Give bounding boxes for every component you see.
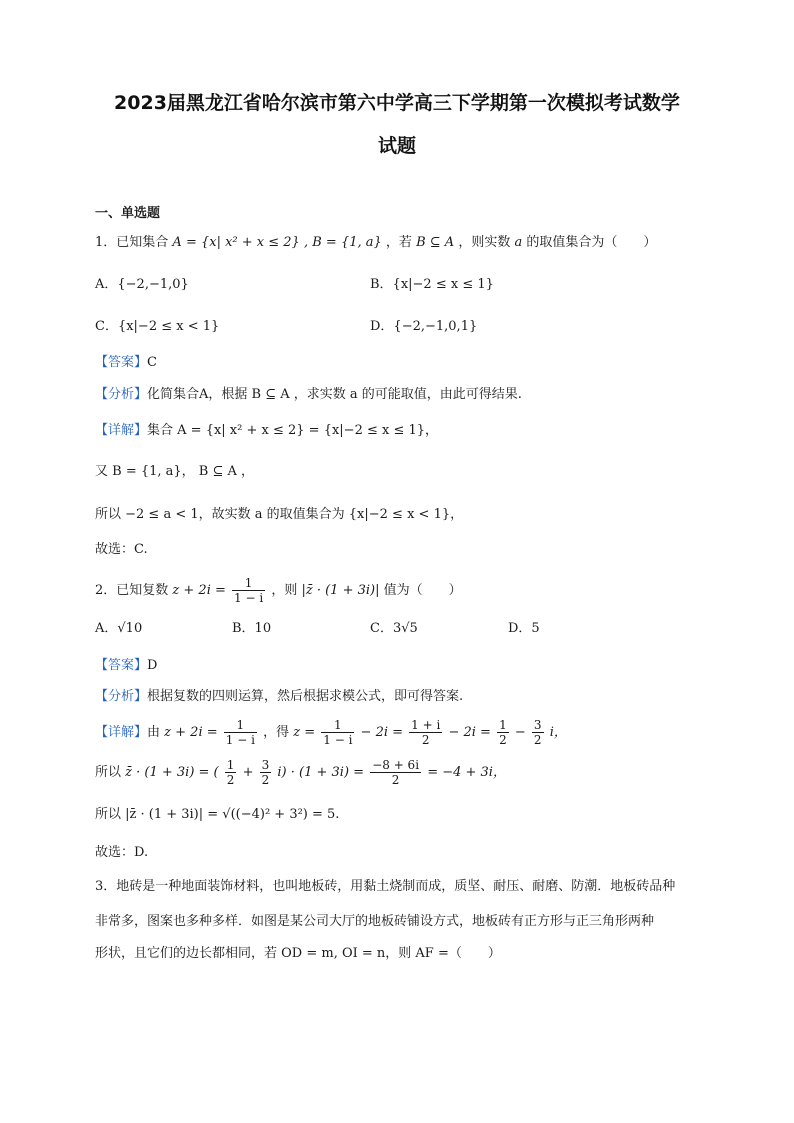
fraction-numerator: 1: [226, 758, 235, 772]
fraction-denominator: 2: [421, 733, 430, 747]
q1-option-d: D．{−2,−1,0,1}: [370, 319, 478, 334]
q1-end: 的取值集合为（ ）: [526, 235, 657, 250]
q1-detail-1: [95, 421, 438, 441]
q1-detail-3: 所以 −2 ≤ a < 1，故实数 a 的取值集合为 {x|−2 ≤ x < 1}，: [95, 507, 464, 522]
q2-end: 值为（ ）: [383, 583, 462, 598]
equation: − 2i =: [448, 725, 491, 740]
equation: +: [242, 765, 254, 780]
q2-detail-2: [95, 756, 506, 790]
question-2-stem: [95, 576, 462, 605]
fraction: [532, 718, 544, 747]
fraction-numerator: −8 + 6i: [372, 758, 420, 772]
q2-eq-left: z + 2i =: [172, 583, 226, 598]
document-title: 2023届黑龙江省哈尔滨市第六中学高三下学期第一次模拟考试数学: [114, 92, 680, 114]
equation: − 2i =: [360, 725, 404, 740]
q2-option-a: A．√10: [95, 621, 143, 636]
fraction-numerator: 1: [232, 576, 265, 591]
fraction: [497, 718, 509, 747]
q1-analysis: [95, 385, 522, 405]
fraction-numerator: 3: [533, 718, 542, 732]
q2-mid: ，则: [271, 583, 298, 598]
q2-final: 故选：D.: [95, 845, 149, 860]
q2-option-c: C．3√5: [370, 621, 418, 636]
fraction-denominator: 1 − i: [234, 591, 264, 605]
equation: −: [514, 725, 526, 740]
equation: i) · (1 + 3i) =: [277, 765, 365, 780]
q2-detail-1: [95, 716, 567, 750]
q1-mid: ，若: [385, 235, 412, 250]
equation: i，: [549, 725, 567, 740]
q1-option-c: C．{x|−2 ≤ x < 1}: [95, 319, 220, 334]
fraction-numerator: 1 + i: [411, 718, 441, 732]
fraction-denominator: 2: [261, 773, 270, 787]
detail-tag: 【详解】: [95, 423, 148, 438]
answer-value: C: [147, 355, 157, 370]
q1-prefix: 1．已知集合: [95, 235, 169, 250]
text: 由: [147, 725, 161, 740]
analysis-tag: 【分析】: [95, 387, 148, 402]
fraction: [409, 718, 442, 747]
q2-answer: [95, 656, 157, 676]
fraction: [370, 758, 421, 787]
q2-detail-3: 所以 |z̄ · (1 + 3i)| = √((−4)² + 3²) = 5.: [95, 807, 340, 822]
q1-set-b: , B = {1, a}: [303, 235, 382, 250]
q2-option-b: B．10: [232, 621, 272, 636]
fraction: [224, 718, 257, 747]
equation: z =: [293, 725, 316, 740]
fraction: [225, 758, 237, 787]
text: 所以: [95, 765, 122, 780]
q1-answer: [95, 353, 157, 373]
q1-final: 故选：C.: [95, 542, 148, 557]
q1-condition: B ⊆ A: [416, 235, 455, 250]
text: ，得: [263, 725, 290, 740]
q2-prefix: 2．已知复数: [95, 583, 169, 598]
q3-line-3: 形状，且它们的边长都相同，若 OD = m, OI = n，则 AF =（ ）: [95, 946, 501, 961]
q1-var: a: [514, 235, 523, 250]
analysis-tag: 【分析】: [95, 689, 148, 704]
answer-tag: 【答案】: [95, 658, 148, 673]
q1-set-a: A = {x| x² + x ≤ 2}: [172, 235, 300, 250]
document-title-line2: 试题: [377, 135, 416, 157]
fraction-denominator: 1 − i: [323, 733, 353, 747]
question-1-stem: [95, 233, 656, 253]
fraction: [260, 758, 272, 787]
q2-expression: |z̄ · (1 + 3i)|: [301, 583, 380, 598]
q3-line-1: 3．地砖是一种地面装饰材料，也叫地板砖，用黏土烧制而成，质坚、耐压、耐磨、防潮．地板砖品种: [95, 879, 676, 894]
answer-value: D: [147, 658, 158, 673]
fraction-numerator: 1: [499, 718, 507, 732]
q3-line-2: 非常多，图案也多种多样．如图是某公司大厅的地板砖铺设方式，地板砖有正方形与正三角形两种: [95, 914, 655, 929]
section-heading: 一、单选题: [95, 206, 161, 221]
detail-text: 集合 A = {x| x² + x ≤ 2} = {x|−2 ≤ x ≤ 1}，: [147, 423, 439, 438]
q1-detail-2: 又 B = {1, a}， B ⊆ A ，: [95, 464, 255, 479]
q1-option-b: B．{x|−2 ≤ x ≤ 1}: [370, 277, 494, 292]
equation: = −4 + 3i，: [427, 765, 506, 780]
detail-tag: 【详解】: [95, 725, 148, 740]
fraction-denominator: 1 − i: [225, 733, 255, 747]
fraction-denominator: 2: [391, 773, 400, 787]
fraction: [321, 718, 354, 747]
q2-option-d: D．5: [508, 621, 540, 636]
equation: z + 2i =: [164, 725, 218, 740]
fraction-denominator: 2: [226, 773, 235, 787]
fraction-denominator: 2: [533, 733, 542, 747]
analysis-text: 化简集合A，根据 B ⊆ A ，求实数 a 的可能取值，由此可得结果.: [147, 387, 522, 402]
q1-option-a: A．{−2,−1,0}: [95, 277, 189, 292]
fraction-denominator: 2: [499, 733, 507, 747]
analysis-text: 根据复数的四则运算，然后根据求模公式，即可得答案.: [147, 689, 464, 704]
q2-fraction: [232, 576, 265, 605]
fraction-numerator: 3: [261, 758, 270, 772]
q2-analysis: [95, 687, 463, 707]
fraction-numerator: 1: [321, 718, 354, 733]
fraction-numerator: 1: [224, 718, 257, 733]
answer-tag: 【答案】: [95, 355, 148, 370]
q1-suffix: ，则实数: [458, 235, 511, 250]
equation: z̄ · (1 + 3i) = (: [125, 765, 219, 780]
